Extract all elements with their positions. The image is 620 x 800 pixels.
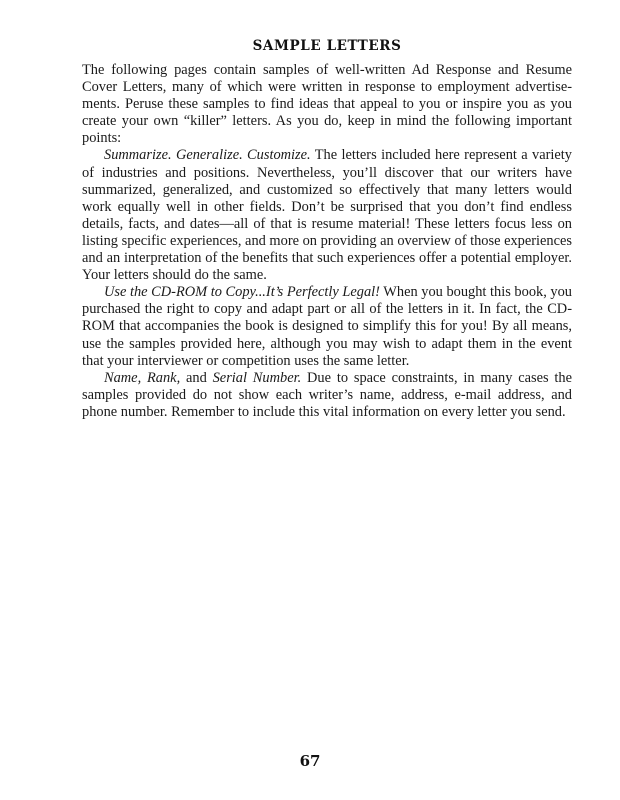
point-name-rank-connector: and (180, 369, 213, 386)
point-name-rank-heading: Name, Rank, (104, 369, 181, 386)
point-summarize-paragraph (82, 147, 572, 284)
point-cdrom-paragraph (82, 284, 572, 369)
point-summarize-heading: Summarize. Generalize. Customize. (104, 147, 311, 164)
point-serial-number-heading: Serial Number. (212, 369, 302, 386)
page-number: 67 (299, 752, 321, 770)
point-cdrom-heading: Use the CD-ROM to Copy...It’s Perfectly Legal! (104, 284, 380, 301)
intro-paragraph: The following pages contain samples of well-written Ad Response and Resume Cover Letters, many of which were written in response to employment advertisements. Peruse these samples to find ideas that appeal to you or inspire you as you create your own “killer” letters. As you do, keep in mind the following important points: (82, 62, 572, 147)
point-name-rank-paragraph (82, 370, 572, 421)
point-name-rank-text: Due to space constraints, in many cases the samples provided do not show each writer’s name, address, e-mail address, and phone number. Remember to include this vital information on every letter you send. (82, 369, 572, 420)
page-body (82, 38, 572, 421)
point-cdrom-text: When you bought this book, you purchased the right to copy and adapt part or all of the letters in it. In fact, the CD-ROM that accompanies the book is designed to simplify this for you! By all means, use the samples provided here, although you may wish to adapt them in the event that your interviewer or competition uses the same letter. (82, 284, 572, 369)
page-title: SAMPLE LETTERS (252, 38, 402, 54)
point-summarize-text: The letters included here represent a variety of industries and positions. Nevertheless, you’ll discover that our writers have summarized, generalized, and customized so effectively that many letters would work equally well in other fields. Don’t be surprised that you don’t find endless details, facts, and dates—all of that is resume material! These letters focus less on listing specific experiences, and more on providing an overview of those experiences and an interpretation of the benefits that such experiences offer a potential employer. Your letters should do the same. (82, 147, 572, 284)
